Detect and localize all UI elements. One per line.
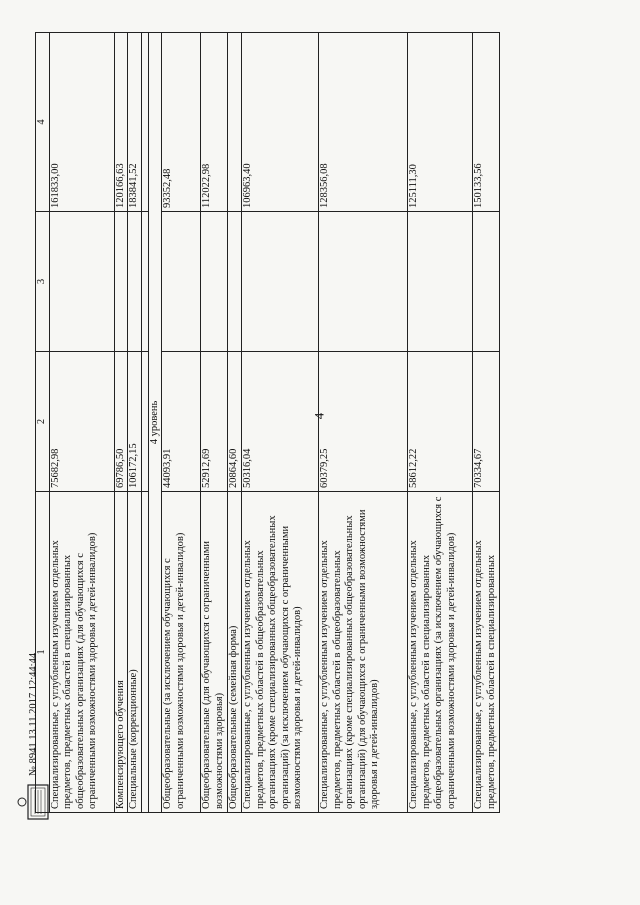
row-name: Специализированные, с углубленным изучением отдельных предметов, предметных областей в специализированных общеобразовательных организациях (для обучающихся с ограниченными возможностями здоровья и детей-инвалидов) (49, 492, 114, 813)
row-value-col4: 150133,56 (472, 33, 499, 212)
row-value-col4: 161833,00 (49, 33, 114, 212)
row-value-col4: 125111,30 (407, 33, 472, 212)
row-value-col4: 112022,98 (201, 33, 228, 212)
row-value-col3 (49, 212, 114, 352)
page-number: 4 (311, 412, 327, 420)
row-value-col2: 50316,04 (241, 352, 318, 492)
table-row (162, 33, 201, 813)
row-value-col3 (241, 212, 318, 352)
row-value-col3 (114, 212, 128, 352)
document-footer (14, 520, 54, 820)
row-value-col3 (128, 212, 142, 352)
row-value-col2: 60379,25 (318, 352, 407, 492)
table-row (128, 33, 142, 813)
table-row (228, 33, 242, 813)
header-col-4: 4 (36, 33, 50, 212)
row-value-col2: 58612,22 (407, 352, 472, 492)
row-value-col3 (162, 212, 201, 352)
table-wrapper (35, 33, 580, 813)
row-value-col3 (318, 212, 407, 352)
rotated-table-container (35, 33, 580, 813)
registration-number: № 8941 13.11.2017 12:44:44 (28, 652, 39, 776)
spacer-cell (141, 212, 148, 352)
row-value-col2: 69786,50 (114, 352, 128, 492)
level-row (148, 33, 162, 813)
row-value-col2: 20864,60 (228, 352, 242, 492)
row-value-col3 (228, 212, 242, 352)
row-value-col4: 120166,63 (114, 33, 128, 212)
row-value-col2: 70334,67 (472, 352, 499, 492)
table-row (241, 33, 318, 813)
table-row (472, 33, 499, 813)
table-row (407, 33, 472, 813)
spacer-row (141, 33, 148, 813)
row-value-col4 (228, 33, 242, 212)
level-label: 4 уровень (148, 33, 162, 813)
row-value-col2: 44093,91 (162, 352, 201, 492)
row-name: Специализированные, с углубленным изучением отдельных предметов, предметных областей в общеобразовательных организациях (кроме специализированных общеобразовательных организаций) (за исключением обучающихся с ограниченными возможностями здоровья и детей-инвалидов) (241, 492, 318, 813)
table-row (49, 33, 114, 813)
row-value-col4: 128356,08 (318, 33, 407, 212)
row-name: Общеобразовательные (за исключением обучающихся с ограниченными возможностями здоровья и детей-инвалидов) (162, 492, 201, 813)
spacer-cell (141, 33, 148, 212)
row-name: Общеобразовательные (семейная форма) (228, 492, 242, 813)
header-col-1: 1 (36, 492, 50, 813)
row-value-col3 (201, 212, 228, 352)
spacer-cell (141, 352, 148, 492)
row-name: Специализированные, с углубленным изучением отдельных предметов, предметных областей в специализированных (472, 492, 499, 813)
spacer-cell (141, 492, 148, 813)
cost-table (35, 32, 500, 813)
table-row (318, 33, 407, 813)
row-name: Общеобразовательные (для обучающихся с ограниченными возможностями здоровья) (201, 492, 228, 813)
table-row (114, 33, 128, 813)
row-value-col2: 75682,98 (49, 352, 114, 492)
row-value-col4: 183841,52 (128, 33, 142, 212)
header-col-2: 2 (36, 352, 50, 492)
row-value-col3 (407, 212, 472, 352)
table-row (201, 33, 228, 813)
header-col-3: 3 (36, 212, 50, 352)
row-name: Специализированные, с углубленным изучением отдельных предметов, предметных областей в общеобразовательных организациях (кроме специализированных общеобразовательных организаций) (для обучающихся с ограниченными возможностями здоровья и детей-инвалидов) (318, 492, 407, 813)
row-name: Специальные (коррекционные) (128, 492, 142, 813)
row-value-col4: 93352,48 (162, 33, 201, 212)
row-name: Компенсирующего обучения (114, 492, 128, 813)
registration-stamp-icon (16, 784, 50, 820)
row-value-col4: 106963,40 (241, 33, 318, 212)
row-name: Специализированные, с углубленным изучением отдельных предметов, предметных областей в специализированных общеобразовательных организациях (за исключением обучающихся с ограниченными возможностями здоровья и детей-инвалидов) (407, 492, 472, 813)
row-value-col3 (472, 212, 499, 352)
row-value-col2: 106172,15 (128, 352, 142, 492)
row-value-col2: 52912,69 (201, 352, 228, 492)
